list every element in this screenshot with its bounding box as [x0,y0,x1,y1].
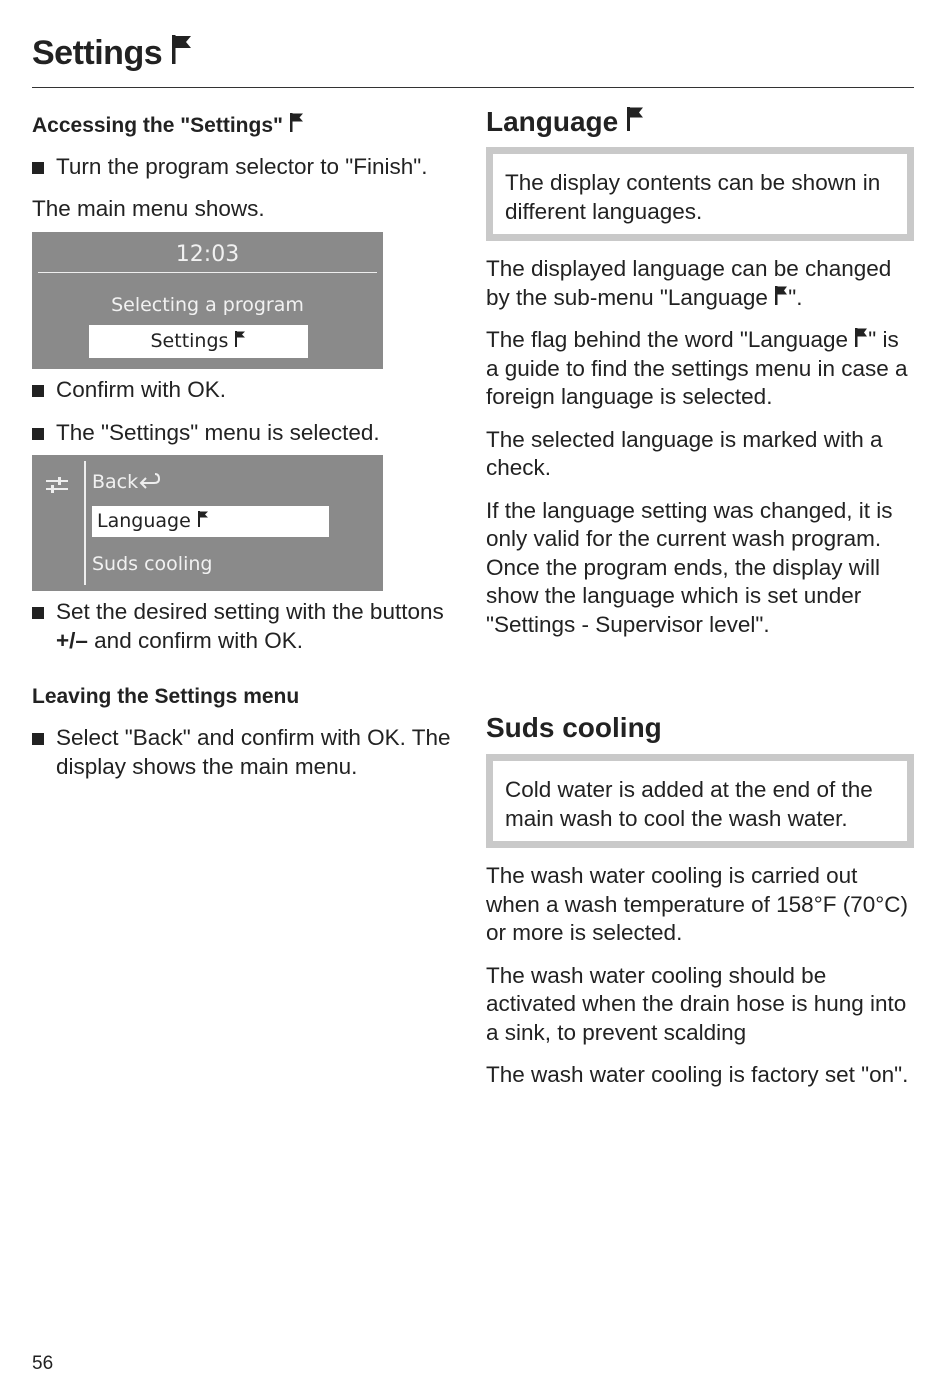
language-note-box [486,147,914,241]
step-text-a: Set the desired setting with the buttons [56,598,444,624]
display-selected-language [92,506,329,537]
language-heading [486,106,914,138]
step-text-b: and confirm with OK. [94,627,303,653]
title-divider [32,87,914,88]
step-confirm-ok [32,375,452,404]
display-line-selecting: Selecting a program [111,293,304,316]
flag-icon [197,510,209,527]
leaving-settings-heading: Leaving the Settings menu [32,684,300,708]
flag-icon [774,285,788,305]
main-menu-shows-text: The main menu shows. [32,196,265,221]
left-column [32,112,452,781]
paragraph-text-a: The displayed language can be changed by the sub-menu "Language [486,256,892,310]
display-main-menu [32,232,383,369]
step-text: The "Settings" menu is selected. [56,419,380,445]
language-paragraph-2 [486,326,914,412]
display-vertical-divider [84,461,86,585]
display-back-text: Back [92,470,139,493]
right-column [486,106,914,1090]
language-paragraph-1 [486,255,914,312]
suds-cooling-heading: Suds cooling [486,712,662,743]
language-paragraph-3: The selected language is marked with a check. [486,426,883,480]
flag-icon [626,106,644,131]
paragraph-text-b: " is a guide to find the settings menu in case a foreign language is selected. [486,327,908,409]
flag-icon [289,112,304,132]
flag-icon [854,327,868,347]
flag-icon [171,34,193,64]
suds-paragraph-1: The wash water cooling is carried out when a wash temperature of 158°F (70°C) or more is selected. [486,863,908,945]
return-arrow-icon [138,472,160,490]
suds-paragraph-3: The wash water cooling is factory set "on". [486,1062,909,1087]
suds-note-text: Cold water is added at the end of the main wash to cool the wash water. [505,777,873,831]
language-paragraph-4: If the language setting was changed, it is only valid for the current wash program. Once the program ends, the display will show the language which is set under "Settings - Supervisor level". [486,497,893,637]
step-settings-selected [32,418,452,447]
flag-icon [234,330,246,347]
settings-sliders-icon [45,475,69,495]
language-heading-text: Language [486,106,619,137]
display-suds-cooling-item: Suds cooling [92,552,213,575]
suds-note-box [486,754,914,848]
paragraph-text-a: The flag behind the word "Language [486,327,849,352]
step-text: Confirm with OK. [56,376,227,402]
display-time: 12:03 [175,241,240,267]
language-note-text: The display contents can be shown in different languages. [505,170,881,224]
paragraph-text-b: ". [788,284,803,310]
step-turn-selector [32,152,452,181]
accessing-heading-text: Accessing the "Settings" [32,114,283,137]
display-selected-text: Language [97,509,191,532]
page-title-text: Settings [32,34,163,72]
step-set-setting [32,597,452,655]
display-selected-settings [89,325,308,358]
display-divider [38,272,377,273]
accessing-settings-heading [32,112,452,138]
display-settings-menu [32,455,383,591]
step-text: Turn the program selector to "Finish". [56,154,428,179]
step-text: Select "Back" and confirm with OK. The display shows the main menu. [56,724,451,779]
suds-paragraph-2: The wash water cooling should be activated when the drain hose is hung into a sink, to prevent scalding [486,962,907,1045]
page-title [32,34,193,73]
step-select-back [32,723,452,781]
display-selected-text: Settings [150,329,229,352]
display-back-item [92,471,160,493]
plus-minus-keys: +/– [56,627,88,653]
page-number: 56 [32,1353,54,1374]
